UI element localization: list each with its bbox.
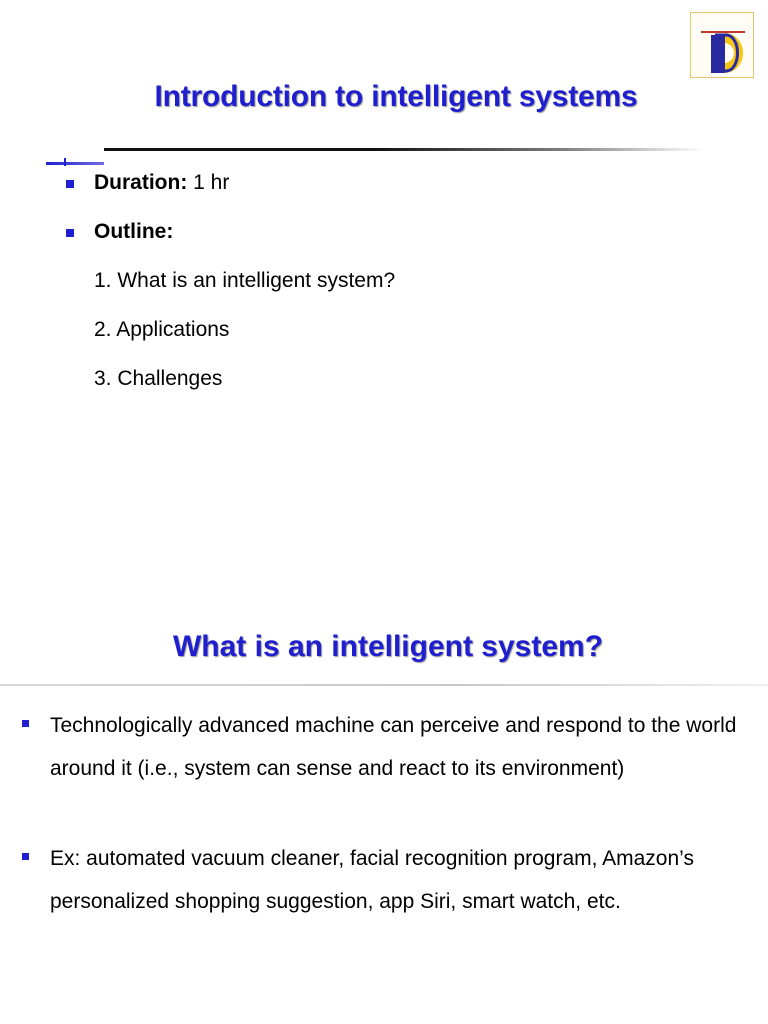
slide-2 — [0, 590, 768, 1024]
bullet-square-icon — [22, 720, 29, 727]
duration-value: 1 hr — [187, 171, 230, 194]
title-underline — [104, 148, 704, 151]
title-underline-accent — [46, 162, 104, 165]
duration-line — [94, 171, 714, 195]
duration-label: Duration: — [94, 171, 188, 194]
underline-tick — [64, 158, 66, 166]
logo-emblem-icon — [691, 13, 753, 77]
slide-title: What is an intelligent system? — [172, 630, 604, 663]
danang-bach-khoa-logo — [690, 12, 754, 78]
bullet-square-icon — [66, 229, 74, 237]
slide-title: Introduction to intelligent systems — [154, 80, 638, 113]
bullet-text: Ex: automated vacuum cleaner, facial recognition program, Amazon’s personalized shopping suggestion, app Siri, smart watch, etc. — [50, 847, 694, 913]
outline-label: Outline: — [94, 220, 174, 243]
outline-line — [94, 220, 714, 244]
bullet-square-icon — [66, 180, 74, 188]
bullet-text: Technologically advanced machine can perceive and respond to the world around it (i.e., system can sense and react to its environment) — [50, 714, 737, 780]
bullet-square-icon — [22, 853, 29, 860]
outline-item: 3. Challenges — [94, 367, 223, 390]
outline-item: 1. What is an intelligent system? — [94, 269, 396, 292]
title-divider — [0, 684, 768, 686]
outline-item: 2. Applications — [94, 318, 230, 341]
